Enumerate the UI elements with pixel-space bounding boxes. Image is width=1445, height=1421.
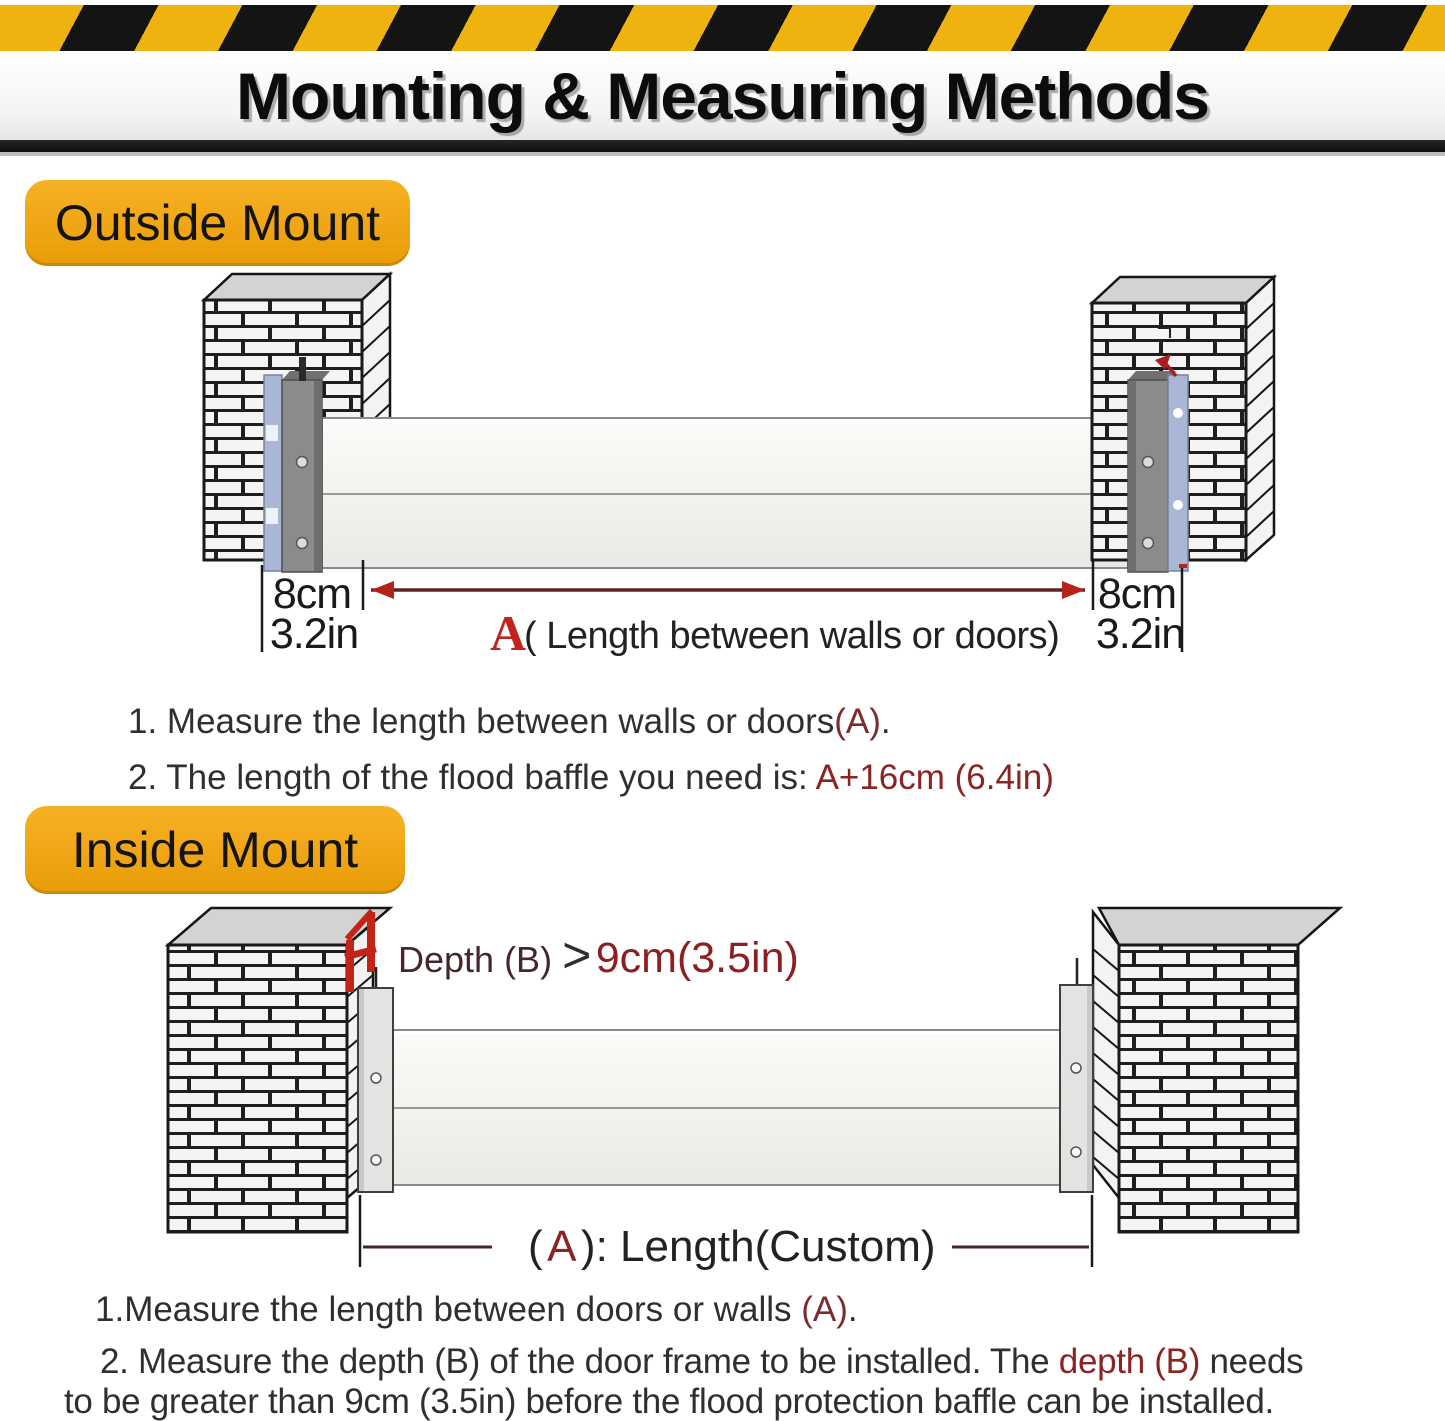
title-underline-bar [0, 140, 1445, 156]
right-offset-cm: 8cm [1097, 570, 1177, 618]
screw-icon [1143, 457, 1154, 468]
outside-step-1: 1. Measure the length between walls or doors(A). [128, 702, 891, 741]
right-mounting-bracket [1060, 958, 1093, 1192]
length-custom-label: ( A ): Length(Custom) [528, 1222, 936, 1271]
right-offset-in: 3.2in [1095, 610, 1185, 658]
outside-dimension-annotation [262, 560, 1187, 661]
flood-barrier-panel [393, 1030, 1060, 1185]
span-letter: A [490, 605, 527, 661]
span-label: ( Length between walls or doors) [524, 615, 1060, 657]
outside-step-2: 2. The length of the flood baffle you need is: A+16cm (6.4in) [128, 758, 1054, 797]
step-highlight: (A) [801, 1290, 848, 1329]
screw-icon [1071, 1063, 1081, 1073]
inside-mount-diagram [0, 895, 1445, 1305]
step-highlight: (A) [834, 702, 881, 741]
inside-dimension-annotation [360, 1195, 1092, 1271]
left-mounting-bracket [358, 988, 393, 1192]
screw-icon [297, 538, 308, 549]
flood-barrier-panel [322, 418, 1128, 568]
depth-label-text: Depth (B) > 9cm(3.5in) [398, 927, 799, 983]
right-mounting-bracket [1128, 354, 1188, 572]
step-highlight: A+16cm (6.4in) [815, 758, 1054, 797]
bolt-dot [1173, 500, 1183, 510]
step-highlight: depth (B) [1058, 1342, 1201, 1381]
inside-step-1: 1.Measure the length between doors or walls (A). [95, 1290, 858, 1329]
outside-mount-badge: Outside Mount [25, 180, 410, 266]
left-offset-in: 3.2in [269, 610, 359, 658]
screw-icon [371, 1155, 381, 1165]
screw-icon [1143, 538, 1154, 549]
page-title: Mounting & Measuring Methods [236, 58, 1209, 133]
screw-icon [1071, 1147, 1081, 1157]
right-brick-pillar [1093, 908, 1340, 1232]
left-offset-cm: 8cm [272, 570, 352, 618]
title-band [0, 51, 1445, 140]
screw-icon [297, 457, 308, 468]
inside-mount-badge: Inside Mount [25, 806, 405, 894]
hazard-stripe-banner [0, 5, 1445, 51]
inside-step-2: 2. Measure the depth (B) of the door frame to be installed. The depth (B) needs to be greater than 9cm (3.5in) before the flood protection baffle can be installed. [64, 1342, 1304, 1421]
bolt-dot [1173, 408, 1183, 418]
outside-mount-diagram [0, 270, 1445, 670]
anchor-pin [299, 357, 306, 381]
screw-icon [371, 1073, 381, 1083]
left-mounting-bracket [264, 357, 330, 572]
